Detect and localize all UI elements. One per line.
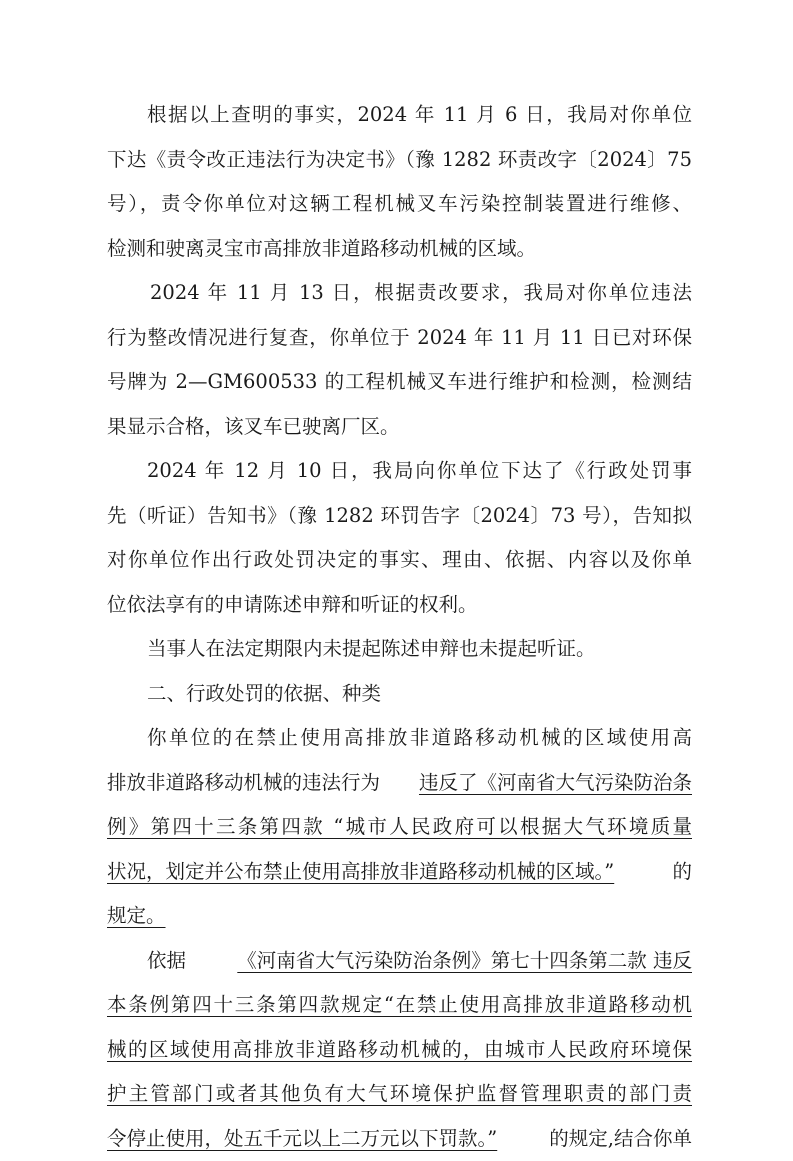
paragraph-6-text-3-underlined: 械的区域使用高排放非道路移动机械的，由城市人民政府环境保 [107,1037,692,1061]
paragraph-4-line-1 [0,627,793,671]
paragraph-4-text: 当事人在法定期限内未提起陈述申辩也未提起听证。 [147,637,596,660]
paragraph-3-line-2 [0,494,793,538]
paragraph-3-line-3 [0,538,793,582]
paragraph-6-text-1-plain: 依据 [147,948,187,972]
section-heading: 二、行政处罚的依据、种类 [147,681,382,705]
paragraph-6-line-5-wrap [107,1117,692,1161]
paragraph-5-line-4-wrap [107,850,692,894]
paragraph-2-text-3: 号牌为 2—GM600533 的工程机械叉车进行维护和检测，检测结 [107,370,692,393]
paragraph-1-line-3 [0,182,793,226]
paragraph-3-text-2: 先（听证）告知书》（豫 1282 环罚告字〔2024〕73 号），告知拟 [107,503,692,527]
paragraph-1-line-1 [0,93,793,137]
paragraph-5-line-5 [0,894,793,938]
paragraph-1-text-4: 检测和驶离灵宝市高排放非道路移动机械的区域。 [107,236,537,260]
paragraph-6-line-5 [0,1117,793,1161]
paragraph-6-line-1-wrap [147,939,692,983]
paragraph-5-line-3 [0,805,793,849]
paragraph-5-line-2 [0,761,793,805]
paragraph-5-line-2-wrap [107,761,692,805]
paragraph-2-text-2: 行为整改情况进行复查，你单位于 2024 年 11 月 11 日已对环保 [107,325,692,349]
paragraph-5-text-4-plain: 的 [672,859,692,883]
paragraph-5-text-4-underlined: 状况，划定并公布禁止使用高排放非道路移动机械的区域。” [107,859,615,883]
paragraph-5-text-2-plain: 排放非道路移动机械的违法行为 [107,770,381,794]
paragraph-3-text-4: 位依法享有的申请陈述申辩和听证的权利。 [107,592,478,616]
paragraph-1-text-1: 根据以上查明的事实，2024 年 11 月 6 日，我局对你单位 [147,103,692,126]
paragraph-1-line-2 [0,138,793,182]
paragraph-2-text-4: 果显示合格，该叉车已驶离厂区。 [107,414,400,438]
paragraph-1-text-3: 号），责令你单位对这辆工程机械叉车污染控制装置进行维修、 [107,192,692,215]
paragraph-6-text-4-underlined: 护主管部门或者其他负有大气环境保护监督管理职责的部门责 [107,1082,692,1105]
paragraph-6-line-4 [0,1072,793,1116]
paragraph-3-text-3: 对你单位作出行政处罚决定的事实、理由、依据、内容以及你单 [107,548,692,571]
paragraph-5-text-2-underlined: 违反了《河南省大气污染防治条 [418,770,692,794]
paragraph-2-line-4 [0,405,793,449]
paragraph-3-line-4 [0,583,793,627]
paragraph-2-text-1: 2024 年 11 月 13 日，根据责改要求，我局对你单位违法 [150,281,692,304]
paragraph-5-text-3-underlined: 例》第四十三条第四款 “城市人民政府可以根据大气环境质量 [107,815,692,838]
paragraph-6-text-1-underlined: 《河南省大气污染防治条例》第七十四条第二款 违反 [237,948,692,972]
paragraph-5-line-1 [0,716,793,760]
paragraph-2-line-3 [0,360,793,404]
paragraph-2-line-1 [0,271,793,315]
paragraph-3-text-1: 2024 年 12 月 10 日，我局向你单位下达了《行政处罚事 [147,459,692,482]
paragraph-3-line-1 [0,449,793,493]
paragraph-6-line-2 [0,983,793,1027]
paragraph-5-text-5-underlined: 规定。 [107,904,166,927]
paragraph-5-line-4 [0,850,793,894]
paragraph-1-line-4 [0,227,793,271]
section-heading-line [0,672,793,716]
paragraph-2-line-2 [0,316,793,360]
paragraph-6-text-5-underlined: 令停止使用，处五千元以上二万元以下罚款。” [107,1126,498,1150]
paragraph-5-text-1: 你单位的在禁止使用高排放非道路移动机械的区域使用高 [147,726,692,749]
paragraph-1-text-2: 下达《责令改正违法行为决定书》（豫 1282 环责改字〔2024〕75 [107,147,692,171]
paragraph-6-text-2-underlined: 本条例第四十三条第四款规定“在禁止使用高排放非道路移动机 [107,993,692,1016]
paragraph-6-text-5-plain: 的规定,结合你单 [549,1126,692,1150]
paragraph-6-line-1 [0,939,793,983]
paragraph-6-line-3 [0,1028,793,1072]
